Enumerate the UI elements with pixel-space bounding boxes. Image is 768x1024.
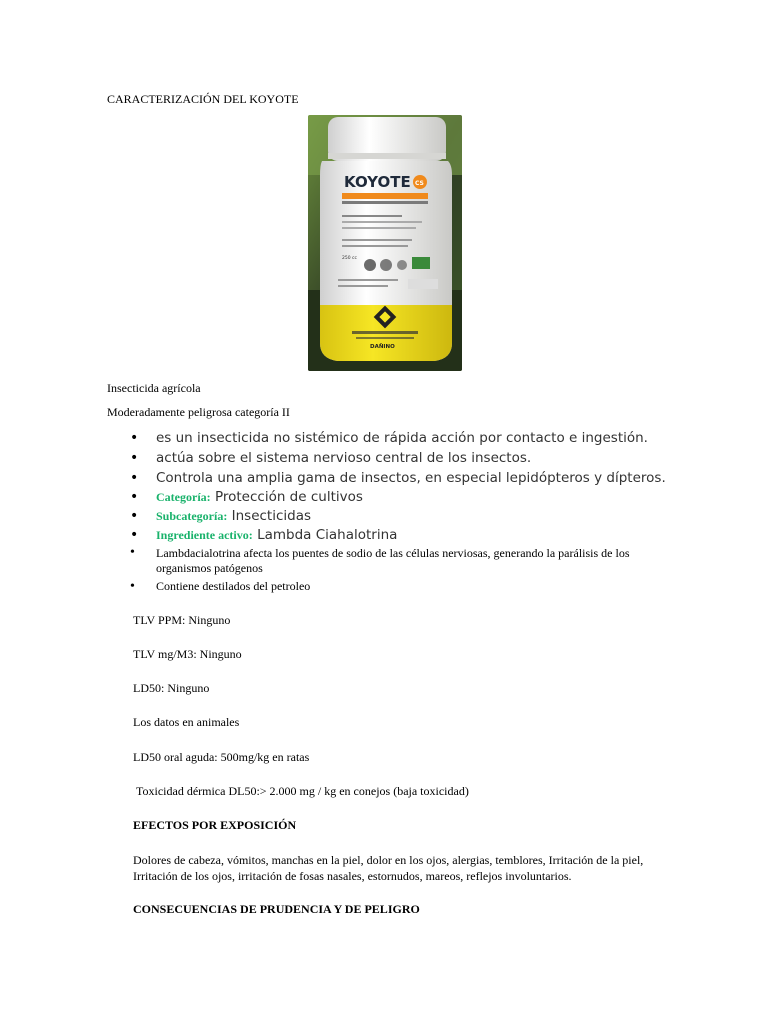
effects-heading: EFECTOS POR EXPOSICIÓN xyxy=(133,818,297,832)
svg-text:DAÑINO: DAÑINO xyxy=(370,344,395,350)
subcategory-value: Insecticidas xyxy=(231,508,312,524)
tlv-ppm: TLV PPM: Ninguno xyxy=(133,613,231,627)
subcategory-label: Subcategoría: xyxy=(156,509,228,523)
active-ingredient-label: Ingrediente activo: xyxy=(156,528,253,542)
list-item: • Contiene destilados del petroleo xyxy=(130,579,670,594)
ld50: LD50: Ninguno xyxy=(133,681,210,695)
product-photo xyxy=(308,115,462,371)
characteristics-list xyxy=(130,428,670,594)
hazard-category: Moderadamente peligrosa categoría II xyxy=(107,405,290,419)
animal-data: Los datos en animales xyxy=(133,715,240,729)
ld50-oral: LD50 oral aguda: 500mg/kg en ratas xyxy=(133,750,310,764)
category-value: Protección de cultivos xyxy=(214,489,363,505)
svg-text:KOYOTE: KOYOTE xyxy=(344,173,411,191)
dermal-toxicity: Toxicidad dérmica DL50:> 2.000 mg / kg en conejos (baja toxicidad) xyxy=(136,784,469,798)
category-label: Categoría: xyxy=(156,490,211,504)
list-item: • es un insecticida no sistémico de rápida acción por contacto e ingestión. xyxy=(130,428,670,448)
svg-text:250 cc: 250 cc xyxy=(342,256,357,261)
effects-text: Dolores de cabeza, vómitos, manchas en la piel, dolor en los ojos, alergias, temblores, Irritación de la piel, Irritación de los ojos, irritación de fosas nasales, estornudos, mareos, reflejos involuntarios. xyxy=(133,853,644,883)
list-item-category xyxy=(130,488,670,507)
list-item-active-ingredient xyxy=(130,526,670,545)
list-item: • Controla una amplia gama de insectos, en especial lepidópteros y dípteros. xyxy=(130,468,670,488)
product-type: Insecticida agrícola xyxy=(107,381,201,395)
active-ingredient-value: Lambda Ciahalotrina xyxy=(257,527,398,543)
koyote-bottle-image xyxy=(308,115,462,371)
list-item: • actúa sobre el sistema nervioso central de los insectos. xyxy=(130,448,670,468)
list-item: • Lambdacialotrina afecta los puentes de sodio de las células nerviosas, generando la parálisis de los organismos patógenos xyxy=(130,545,670,576)
svg-text:CS: CS xyxy=(415,180,424,187)
tlv-mg: TLV mg/M3: Ninguno xyxy=(133,647,242,661)
consequences-heading: CONSECUENCIAS DE PRUDENCIA Y DE PELIGRO xyxy=(133,902,420,916)
list-item-subcategory xyxy=(130,507,670,526)
document-title: CARACTERIZACIÓN DEL KOYOTE xyxy=(107,92,299,106)
